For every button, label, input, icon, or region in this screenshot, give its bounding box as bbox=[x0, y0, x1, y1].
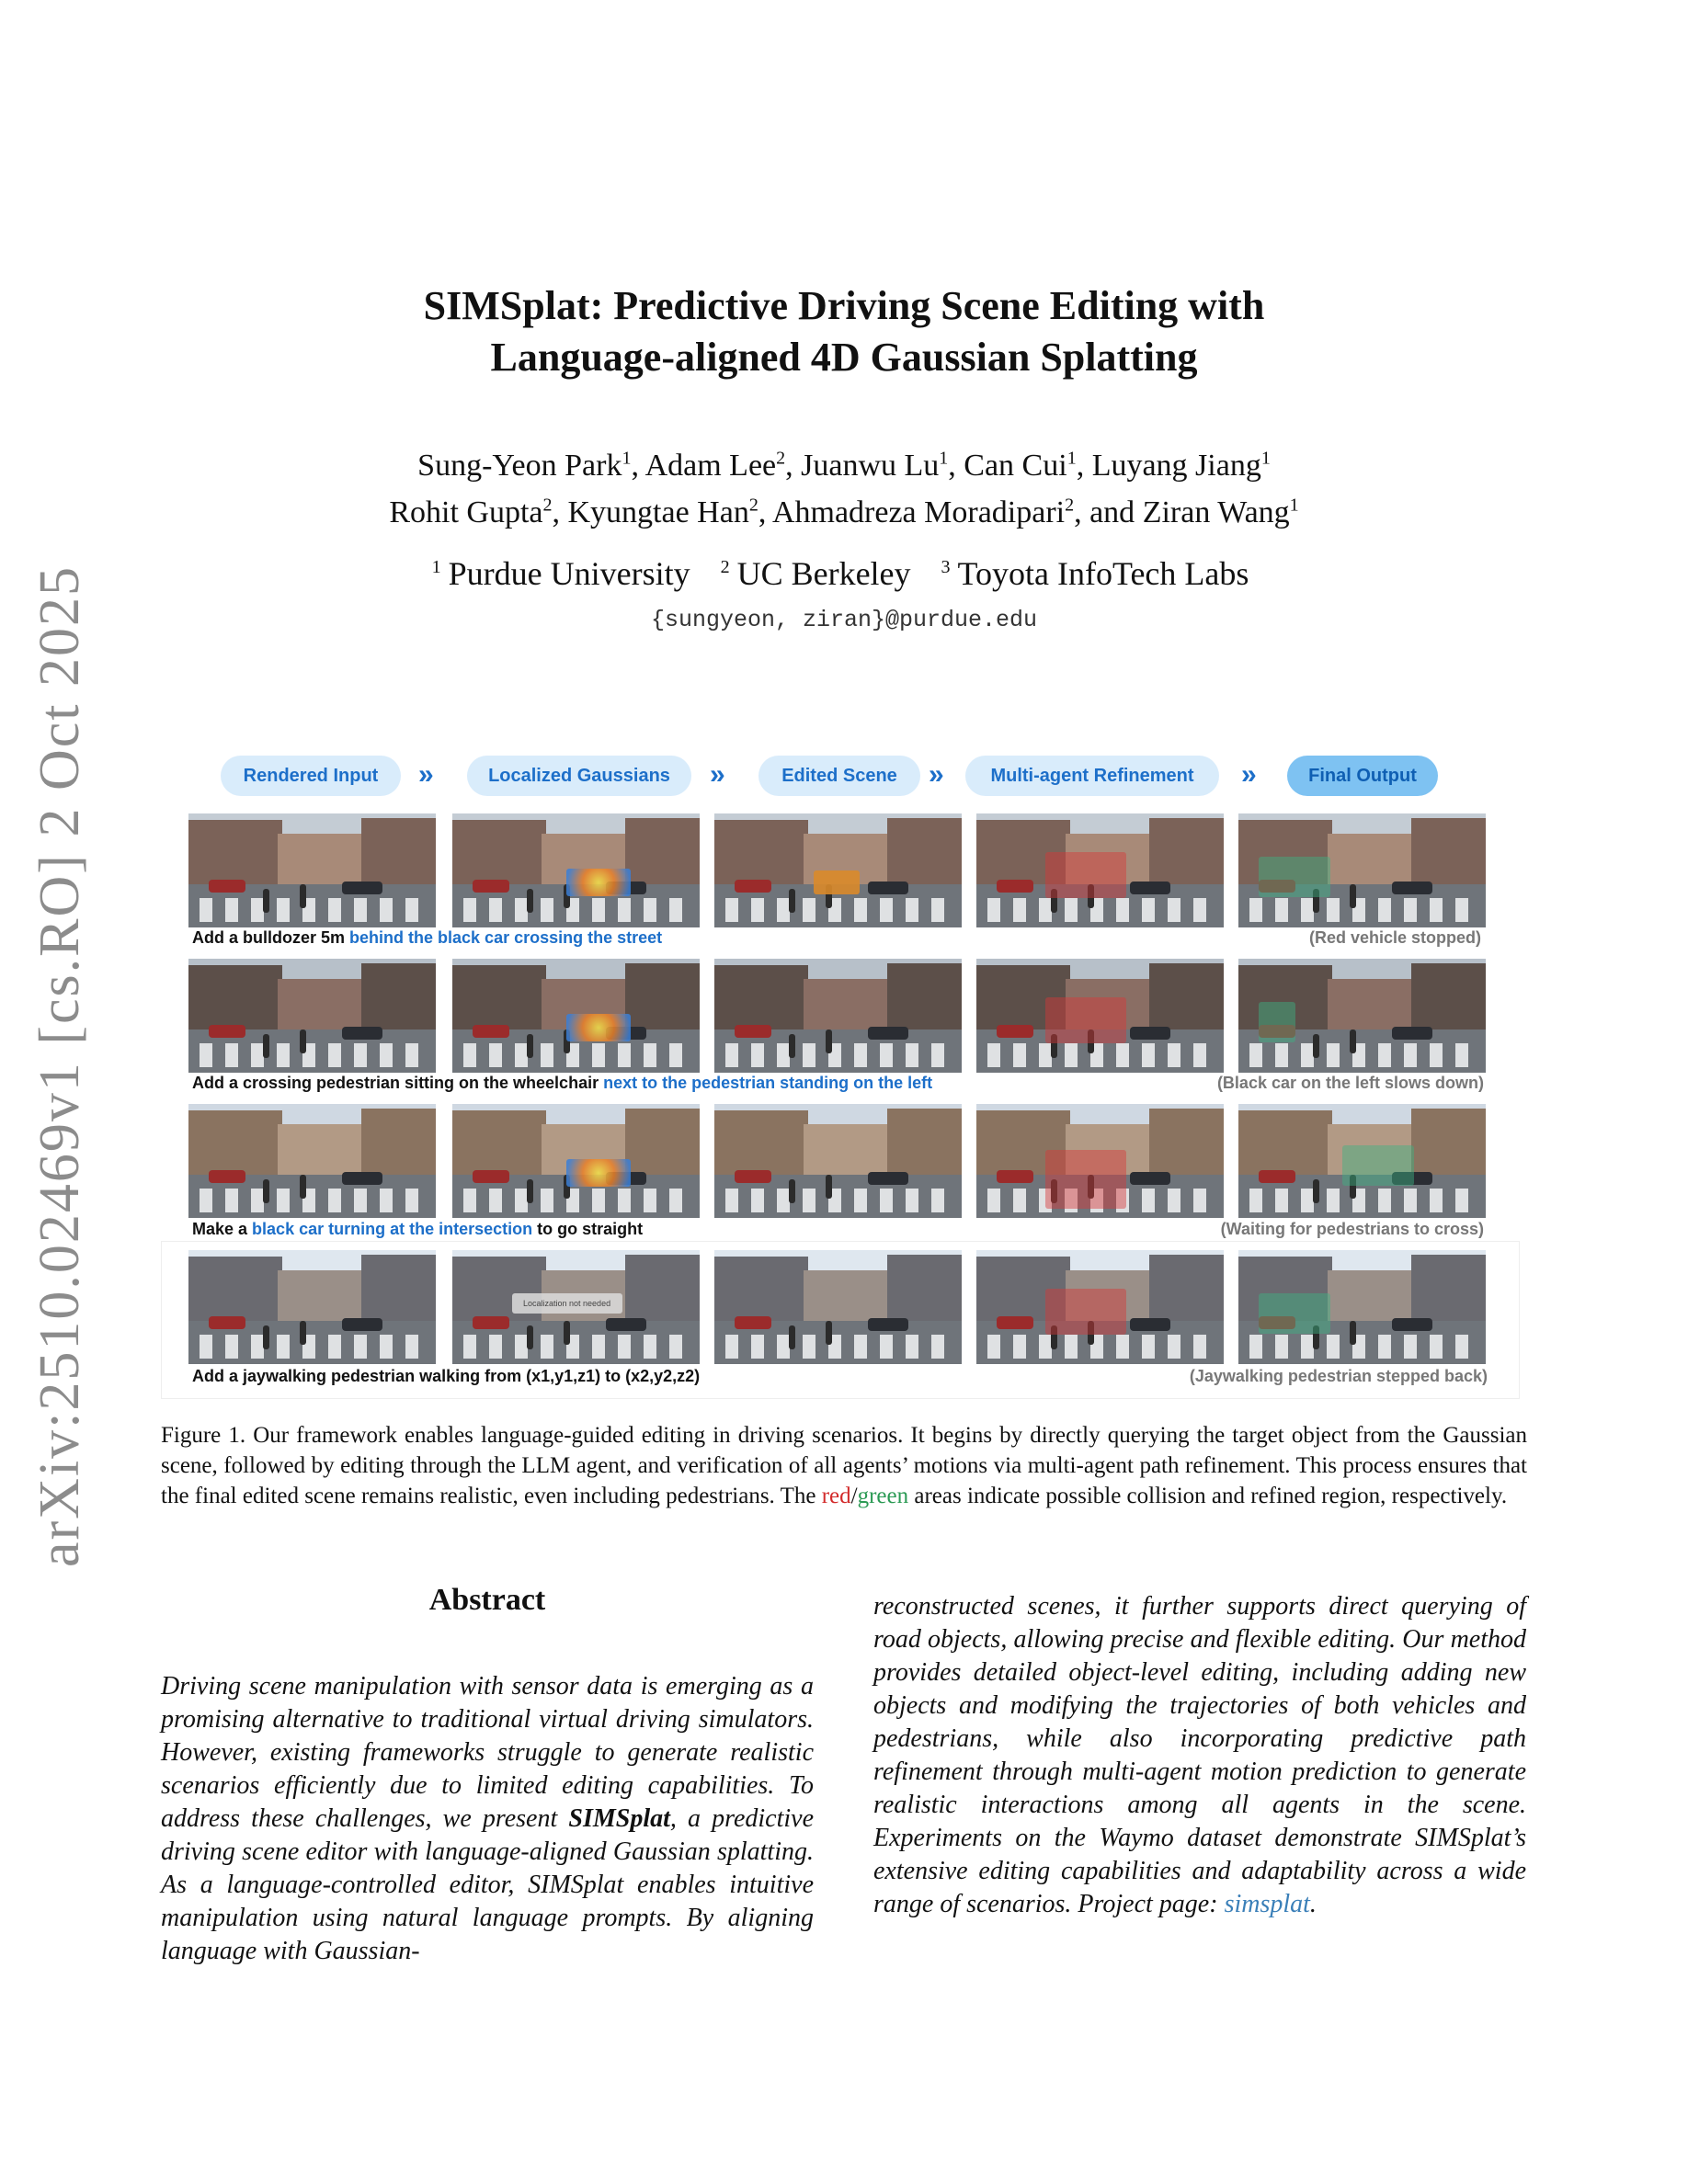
figure-row bbox=[188, 959, 1494, 1073]
title-line-1: SIMSplat: Predictive Driving Scene Editing with bbox=[423, 283, 1265, 328]
contact-email: {sungyeon, ziran}@purdue.edu bbox=[650, 607, 1038, 633]
scene-photo bbox=[188, 959, 436, 1073]
author-line-1 bbox=[0, 439, 1688, 485]
scene-photo bbox=[976, 813, 1224, 927]
author-line-2 bbox=[0, 485, 1688, 531]
scene-photo bbox=[714, 1104, 962, 1218]
author: Ziran Wang$^1$ bbox=[1142, 495, 1299, 529]
scene-photo bbox=[714, 1250, 962, 1364]
step-edited-scene: Edited Scene bbox=[758, 756, 920, 796]
scene-photo bbox=[188, 813, 436, 927]
row-instruction: Add a crossing pedestrian sitting on the wheelchair next to the pedestrian standing on the left bbox=[192, 1074, 933, 1092]
row-instruction: Add a bulldozer 5m behind the black car crossing the street bbox=[192, 928, 663, 947]
scene-photo bbox=[976, 959, 1224, 1073]
row-instruction: Make a black car turning at the intersection to go straight bbox=[192, 1220, 644, 1238]
scene-photo bbox=[452, 1104, 700, 1218]
chevron-right-icon: » bbox=[1241, 759, 1257, 790]
step-rendered-input: Rendered Input bbox=[221, 756, 401, 796]
author: Kyungtae Han$^2$, bbox=[567, 495, 772, 529]
step-multi-agent-refinement: Multi-agent Refinement bbox=[965, 756, 1219, 796]
project-page-link[interactable]: simsplat bbox=[1224, 1890, 1310, 1918]
arxiv-stamp: arXiv:2510.02469v1 [cs.RO] 2 Oct 2025 bbox=[29, 565, 91, 1567]
author-list bbox=[0, 439, 1688, 532]
paper-title bbox=[0, 280, 1688, 383]
abstract-right-column: reconstructed scenes, it further supports direct querying of road objects, allowing precise and flexible editing. Our method provides detailed object-level editing, including adding new objects and modifying the trajectories of both vehicles and pedestrians, while also incorporating predictive path refinement through multi-agent motion prediction to generate realistic interactions among all agents in the scene. Experiments on the Waymo dataset demonstrate SIMSplat’s extensive editing capabilities and adaptability across a wide range of scenarios. Project page: simsplat. bbox=[873, 1592, 1526, 1918]
figure-row bbox=[188, 813, 1494, 927]
scene-photo bbox=[976, 1104, 1224, 1218]
row-instruction: Add a jaywalking pedestrian walking from (x1,y1,z1) to (x2,y2,z2) bbox=[192, 1367, 701, 1385]
scene-photo bbox=[714, 813, 962, 927]
scene-photo bbox=[1238, 1250, 1486, 1364]
chevron-right-icon: » bbox=[418, 759, 434, 790]
author: Luyang Jiang$^1$ bbox=[1091, 449, 1271, 483]
affiliation: $^3$ Toyota InfoTech Labs bbox=[941, 555, 1249, 592]
figure-row bbox=[188, 1250, 1494, 1364]
row-outcome: (Waiting for pedestrians to cross) bbox=[1220, 1220, 1484, 1238]
scene-photo bbox=[1238, 1104, 1486, 1218]
author: Rohit Gupta$^2$, bbox=[389, 495, 568, 529]
affiliation: $^1$ Purdue University bbox=[431, 555, 690, 592]
affiliation: $^2$ UC Berkeley bbox=[720, 555, 911, 592]
scene-photo bbox=[1238, 959, 1486, 1073]
title-line-2: Language-aligned 4D Gaussian Splatting bbox=[490, 335, 1198, 380]
author: Can Cui$^1$, bbox=[964, 449, 1092, 483]
abstract-heading: Abstract bbox=[428, 1583, 546, 1617]
figure-caption: Figure 1. Our framework enables language-guided editing in driving scenarios. It begins by directly querying the target object from the Gaussian scene, followed by editing through the LLM agent, and verification of all agents’ motions via multi-agent path refinement. This process ensures that the final edited scene remains realistic, even including pedestrians. The red/green areas indicate possible collision and refined region, respectively. bbox=[161, 1423, 1527, 1508]
step-final-output: Final Output bbox=[1287, 756, 1438, 796]
scene-photo bbox=[976, 1250, 1224, 1364]
scene-photo: Localization not needed bbox=[452, 1250, 700, 1364]
figure-row bbox=[188, 1104, 1494, 1218]
step-localized-gaussians: Localized Gaussians bbox=[467, 756, 691, 796]
scene-photo bbox=[188, 1104, 436, 1218]
scene-photo bbox=[452, 813, 700, 927]
author: Adam Lee$^2$, bbox=[644, 449, 802, 483]
affiliations bbox=[0, 554, 1688, 593]
scene-photo bbox=[1238, 813, 1486, 927]
row-outcome: (Black car on the left slows down) bbox=[1216, 1074, 1484, 1092]
author: Ahmadreza Moradipari$^2$, and bbox=[771, 495, 1143, 529]
row-outcome: (Jaywalking pedestrian stepped back) bbox=[1189, 1367, 1488, 1385]
author: Juanwu Lu$^1$, bbox=[801, 449, 964, 483]
scene-photo bbox=[452, 959, 700, 1073]
scene-photo bbox=[188, 1250, 436, 1364]
row-outcome: (Red vehicle stopped) bbox=[1308, 928, 1481, 947]
abstract-left-column: Driving scene manipulation with sensor data is emerging as a promising alternative to traditional virtual driving simulators. However, existing frameworks struggle to generate realistic scenarios efficiently due to limited editing capabilities. To address these challenges, we present SIMSplat, a predictive driving scene editor with language-aligned Gaussian splatting. As a language-controlled editor, SIMSplat enables intuitive manipulation using natural language prompts. By aligning language with Gaussian- bbox=[161, 1672, 815, 1965]
scene-photo bbox=[714, 959, 962, 1073]
chevron-right-icon: » bbox=[929, 759, 944, 790]
chevron-right-icon: » bbox=[710, 759, 725, 790]
author: Sung-Yeon Park$^1$, bbox=[417, 449, 645, 483]
pipeline-header bbox=[221, 756, 1443, 798]
